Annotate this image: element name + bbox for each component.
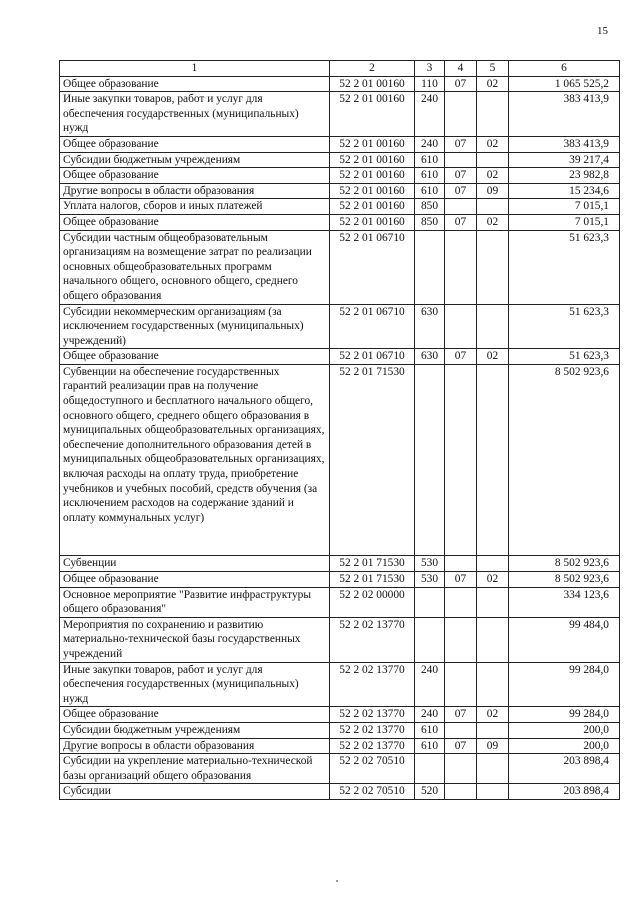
row-name: Субсидии бюджетным учреждениям <box>60 722 330 738</box>
row-subsection: 02 <box>477 707 509 723</box>
row-name: Общее образование <box>60 214 330 230</box>
row-subsection <box>477 662 509 707</box>
row-code: 52 2 01 00160 <box>330 214 415 230</box>
row-subsection <box>477 152 509 168</box>
row-section: 07 <box>445 76 477 92</box>
row-section <box>445 304 477 349</box>
header-cell-6: 6 <box>509 61 620 77</box>
row-amount: 334 123,6 <box>509 587 620 617</box>
row-section <box>445 722 477 738</box>
row-type: 530 <box>415 572 445 588</box>
row-section <box>445 784 477 800</box>
row-name: Общее образование <box>60 136 330 152</box>
scan-speck <box>336 880 338 882</box>
row-type: 610 <box>415 738 445 754</box>
row-code: 52 2 01 71530 <box>330 572 415 588</box>
row-code: 52 2 02 13770 <box>330 617 415 662</box>
row-code: 52 2 02 13770 <box>330 662 415 707</box>
table-row <box>60 662 620 707</box>
row-section: 07 <box>445 738 477 754</box>
row-name: Общее образование <box>60 168 330 184</box>
row-amount: 8 502 923,6 <box>509 364 620 556</box>
row-section: 07 <box>445 183 477 199</box>
row-subsection <box>477 754 509 784</box>
row-section: 07 <box>445 214 477 230</box>
table-row <box>60 304 620 349</box>
row-name: Общее образование <box>60 76 330 92</box>
table-row <box>60 707 620 723</box>
row-type: 850 <box>415 199 445 215</box>
row-subsection <box>477 722 509 738</box>
row-code: 52 2 01 00160 <box>330 136 415 152</box>
row-code: 52 2 01 71530 <box>330 364 415 556</box>
row-code: 52 2 01 00160 <box>330 199 415 215</box>
row-type: 530 <box>415 556 445 572</box>
row-subsection: 02 <box>477 214 509 230</box>
budget-table <box>59 60 620 800</box>
row-name: Мероприятия по сохранению и развитию материально-технической базы государственных учреждений <box>60 617 330 662</box>
row-name: Уплата налогов, сборов и иных платежей <box>60 199 330 215</box>
row-section: 07 <box>445 168 477 184</box>
row-type: 110 <box>415 76 445 92</box>
row-amount: 51 623,3 <box>509 230 620 304</box>
row-amount: 1 065 525,2 <box>509 76 620 92</box>
row-subsection <box>477 556 509 572</box>
row-name: Субсидии некоммерческим организациям (за исключением государственных (муниципальных) учреждений) <box>60 304 330 349</box>
table-row <box>60 754 620 784</box>
row-type: 520 <box>415 784 445 800</box>
row-amount: 99 484,0 <box>509 617 620 662</box>
row-code: 52 2 02 00000 <box>330 587 415 617</box>
row-type <box>415 364 445 556</box>
table-row <box>60 214 620 230</box>
row-code: 52 2 02 13770 <box>330 722 415 738</box>
row-subsection <box>477 364 509 556</box>
row-name: Субсидии <box>60 784 330 800</box>
row-subsection <box>477 784 509 800</box>
table-row <box>60 76 620 92</box>
row-subsection: 02 <box>477 168 509 184</box>
row-section <box>445 587 477 617</box>
row-code: 52 2 01 00160 <box>330 168 415 184</box>
row-amount: 7 015,1 <box>509 214 620 230</box>
table-row <box>60 199 620 215</box>
table-row <box>60 784 620 800</box>
row-type <box>415 617 445 662</box>
row-amount: 8 502 923,6 <box>509 556 620 572</box>
row-type <box>415 754 445 784</box>
row-type: 850 <box>415 214 445 230</box>
row-name-text: Субвенции на обеспечение государственных гарантий реализации прав на получение общедоступного и бесплатного начального общего, основного общего, среднего общего образования в муниципальных общеобразовательных организациях, обеспечение дополнительного образования детей в муниципальных общеобразовательных организациях, включая расходы на оплату труда, приобретение учебников и учебных пособий, средств обучения (за исключением расходов на содержание зданий и оплату коммунальных услуг) <box>63 365 325 524</box>
row-section <box>445 199 477 215</box>
row-amount: 203 898,4 <box>509 784 620 800</box>
row-code: 52 2 01 00160 <box>330 152 415 168</box>
table-row <box>60 183 620 199</box>
table-row <box>60 168 620 184</box>
row-blank-space <box>63 525 326 555</box>
row-name: Иные закупки товаров, работ и услуг для обеспечения государственных (муниципальных) нужд <box>60 92 330 137</box>
row-section <box>445 92 477 137</box>
row-section <box>445 662 477 707</box>
row-amount: 203 898,4 <box>509 754 620 784</box>
row-type: 610 <box>415 152 445 168</box>
row-section <box>445 617 477 662</box>
table-row <box>60 617 620 662</box>
header-cell-1: 1 <box>60 61 330 77</box>
row-subsection: 09 <box>477 183 509 199</box>
row-code: 52 2 01 00160 <box>330 76 415 92</box>
row-amount: 200,0 <box>509 722 620 738</box>
row-code: 52 2 01 71530 <box>330 556 415 572</box>
row-subsection <box>477 92 509 137</box>
row-amount: 99 284,0 <box>509 707 620 723</box>
table-row <box>60 738 620 754</box>
row-name: Иные закупки товаров, работ и услуг для обеспечения государственных (муниципальных) нужд <box>60 662 330 707</box>
row-type <box>415 230 445 304</box>
row-name <box>60 364 330 556</box>
row-name: Другие вопросы в области образования <box>60 183 330 199</box>
row-section <box>445 754 477 784</box>
row-code: 52 2 01 00160 <box>330 183 415 199</box>
row-amount: 23 982,8 <box>509 168 620 184</box>
row-subsection <box>477 587 509 617</box>
row-type: 240 <box>415 92 445 137</box>
row-subsection <box>477 230 509 304</box>
table-row <box>60 152 620 168</box>
row-code: 52 2 01 06710 <box>330 304 415 349</box>
row-type: 240 <box>415 707 445 723</box>
row-name: Субсидии бюджетным учреждениям <box>60 152 330 168</box>
row-name: Общее образование <box>60 572 330 588</box>
row-amount: 51 623,3 <box>509 349 620 365</box>
row-name: Субвенции <box>60 556 330 572</box>
table-row <box>60 364 620 556</box>
row-subsection: 02 <box>477 76 509 92</box>
table-row <box>60 136 620 152</box>
table-row <box>60 230 620 304</box>
row-subsection: 02 <box>477 349 509 365</box>
row-code: 52 2 01 06710 <box>330 349 415 365</box>
row-code: 52 2 02 13770 <box>330 738 415 754</box>
row-subsection: 09 <box>477 738 509 754</box>
table-row <box>60 349 620 365</box>
row-amount: 39 217,4 <box>509 152 620 168</box>
header-cell-4: 4 <box>445 61 477 77</box>
row-type: 610 <box>415 168 445 184</box>
row-section: 07 <box>445 707 477 723</box>
row-code: 52 2 02 70510 <box>330 784 415 800</box>
row-code: 52 2 02 13770 <box>330 707 415 723</box>
row-type: 240 <box>415 662 445 707</box>
row-type: 610 <box>415 722 445 738</box>
row-code: 52 2 01 00160 <box>330 92 415 137</box>
row-amount: 383 413,9 <box>509 136 620 152</box>
row-name: Основное мероприятие "Развитие инфраструктуры общего образования" <box>60 587 330 617</box>
header-cell-2: 2 <box>330 61 415 77</box>
row-subsection: 02 <box>477 572 509 588</box>
row-name: Субсидии на укрепление материально-технической базы организаций общего образования <box>60 754 330 784</box>
row-amount: 15 234,6 <box>509 183 620 199</box>
row-type <box>415 587 445 617</box>
table-row <box>60 572 620 588</box>
row-amount: 383 413,9 <box>509 92 620 137</box>
table-row <box>60 587 620 617</box>
row-type: 630 <box>415 349 445 365</box>
row-section: 07 <box>445 349 477 365</box>
row-subsection <box>477 304 509 349</box>
row-section <box>445 230 477 304</box>
row-section <box>445 152 477 168</box>
row-section <box>445 556 477 572</box>
row-section <box>445 364 477 556</box>
page-number: 15 <box>597 25 608 37</box>
header-cell-5: 5 <box>477 61 509 77</box>
row-amount: 51 623,3 <box>509 304 620 349</box>
row-type: 610 <box>415 183 445 199</box>
table-header-row <box>60 61 620 77</box>
row-type: 240 <box>415 136 445 152</box>
header-cell-3: 3 <box>415 61 445 77</box>
row-subsection: 02 <box>477 136 509 152</box>
row-code: 52 2 02 70510 <box>330 754 415 784</box>
table-row <box>60 722 620 738</box>
row-amount: 200,0 <box>509 738 620 754</box>
row-type: 630 <box>415 304 445 349</box>
table-row <box>60 556 620 572</box>
row-name: Общее образование <box>60 349 330 365</box>
row-section: 07 <box>445 572 477 588</box>
row-code: 52 2 01 06710 <box>330 230 415 304</box>
row-name: Другие вопросы в области образования <box>60 738 330 754</box>
row-subsection <box>477 617 509 662</box>
row-subsection <box>477 199 509 215</box>
row-amount: 7 015,1 <box>509 199 620 215</box>
row-name: Субсидии частным общеобразовательным организациям на возмещение затрат по реализации основных общеобразовательных программ начального общего, основного общего, среднего общего образования <box>60 230 330 304</box>
row-amount: 99 284,0 <box>509 662 620 707</box>
row-name: Общее образование <box>60 707 330 723</box>
row-section: 07 <box>445 136 477 152</box>
row-amount: 8 502 923,6 <box>509 572 620 588</box>
table-row <box>60 92 620 137</box>
